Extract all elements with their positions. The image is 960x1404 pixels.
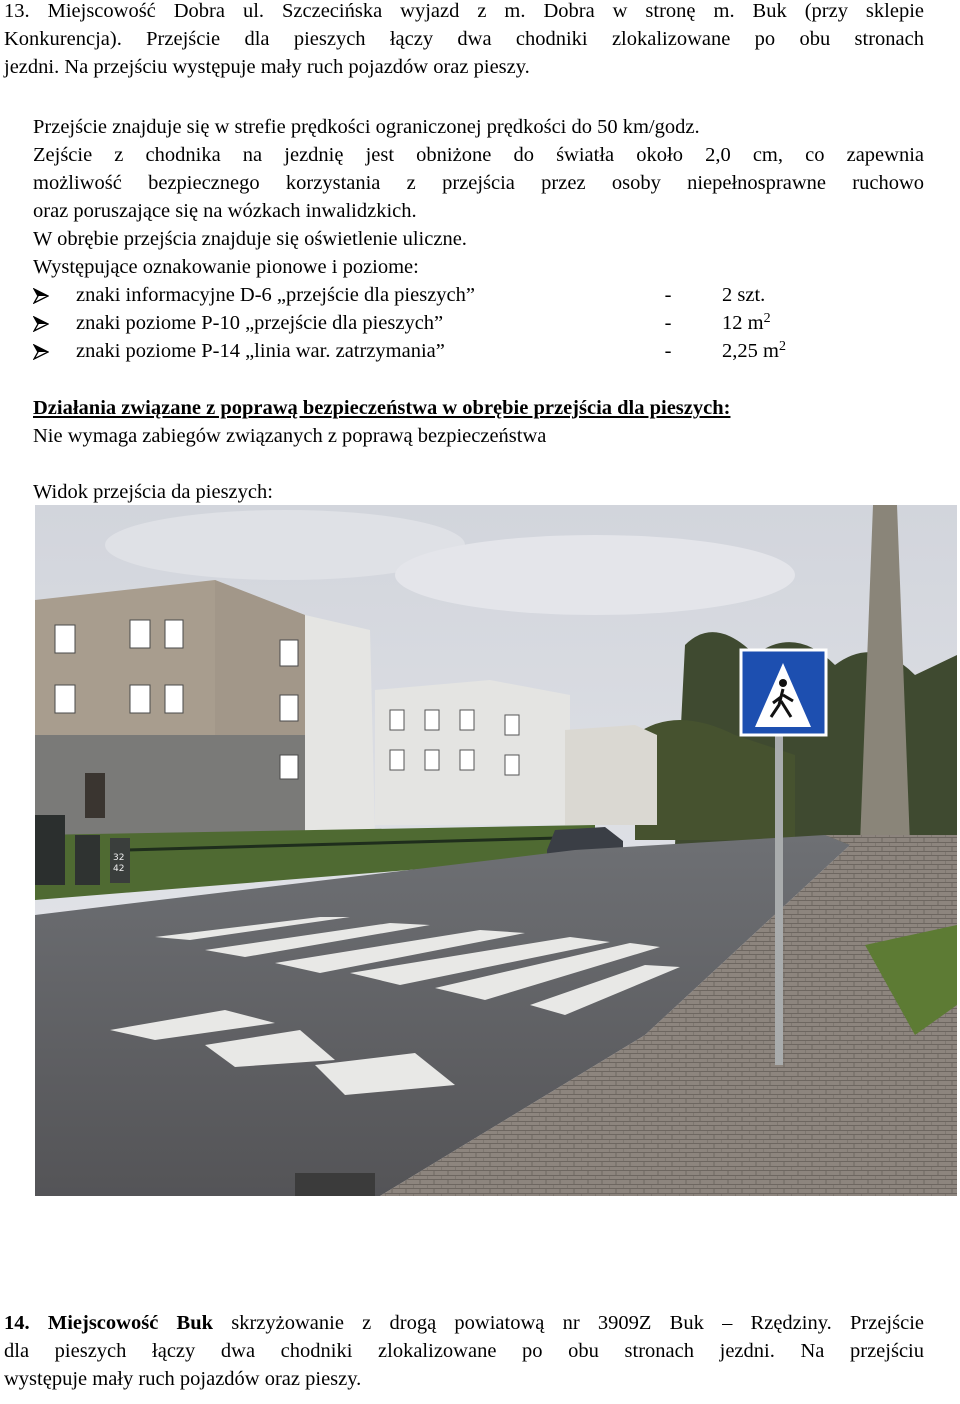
item13-line-3: jezdni. Na przejściu występuje mały ruch pojazdów oraz pieszy. xyxy=(4,56,530,78)
lighting-text: W obrębie przejścia znajduje się oświetlenie uliczne. xyxy=(33,228,467,250)
marking-dash: - xyxy=(664,284,672,306)
view-label: Widok przejścia da pieszych: xyxy=(33,481,273,503)
item13-intro xyxy=(4,0,924,81)
bin-number-32: 32 xyxy=(113,853,125,863)
marking-row-1 xyxy=(33,281,924,309)
item14-place: Miejscowość Buk xyxy=(47,1312,213,1334)
curb-line-2: możliwość bezpiecznego korzystania z przejścia przez osoby niepełnosprawne ruchowo xyxy=(33,172,924,194)
item13-details xyxy=(33,113,924,365)
speed-zone-text: Przejście znajduje się w strefie prędkości ograniczonej prędkości do 50 km/godz. xyxy=(33,116,700,138)
item14-line-1-rest: skrzyżowanie z drogą powiatową nr 3909Z Buk – Rzędziny. Przejście xyxy=(213,1312,924,1334)
marking-dash: - xyxy=(664,312,672,334)
item14-line-3: występuje mały ruch pojazdów oraz pieszy. xyxy=(4,1368,362,1390)
arrow-bullet-icon xyxy=(33,288,49,304)
item14-number: 14. xyxy=(4,1312,30,1334)
arrow-bullet-icon xyxy=(33,344,49,360)
marking-quantity: 2 szt. xyxy=(722,284,766,306)
actions-text: Nie wymaga zabiegów związanych z poprawą bezpieczeństwa xyxy=(33,425,547,447)
actions-heading: Działania związane z poprawą bezpieczeństwa w obrębie przejścia dla pieszych: xyxy=(33,397,731,419)
curb-line-1: Zejście z chodnika na jezdnię jest obniżone do światła około 2,0 cm, co zapewnia xyxy=(33,144,924,166)
curb-line-3: oraz poruszające się na wózkach inwalidzkich. xyxy=(33,200,417,222)
markings-intro: Występujące oznakowanie pionowe i poziome: xyxy=(33,256,419,278)
marking-row-2 xyxy=(33,309,924,337)
marking-quantity: 12 $m^2$ xyxy=(722,311,771,334)
arrow-bullet-icon xyxy=(33,316,49,332)
bin-number-42: 42 xyxy=(113,864,125,874)
item14 xyxy=(4,1309,924,1393)
actions-section xyxy=(33,394,933,450)
marking-name: znaki poziome P-10 „przejście dla pieszych” xyxy=(76,312,444,334)
marking-name: znaki informacyjne D-6 „przejście dla pieszych” xyxy=(76,284,475,306)
marking-row-3 xyxy=(33,337,924,365)
marking-quantity: 2,25 $m^2$ xyxy=(722,339,786,362)
marking-name: znaki poziome P-14 „linia war. zatrzymania” xyxy=(76,340,445,362)
item14-line-2: dla pieszych łączy dwa chodniki zlokalizowane po obu stronach jezdni. Na przejściu xyxy=(4,1340,924,1362)
marking-dash: - xyxy=(664,340,672,362)
crossing-photo xyxy=(35,505,957,1196)
item13-line-1: 13. Miejscowość Dobra ul. Szczecińska wyjazd z m. Dobra w stronę m. Buk (przy sklepie xyxy=(4,0,924,22)
item14-line-1 xyxy=(4,1309,924,1337)
item13-line-2: Konkurencja). Przejście dla pieszych łączy dwa chodniki zlokalizowane po obu stronach xyxy=(4,28,924,50)
